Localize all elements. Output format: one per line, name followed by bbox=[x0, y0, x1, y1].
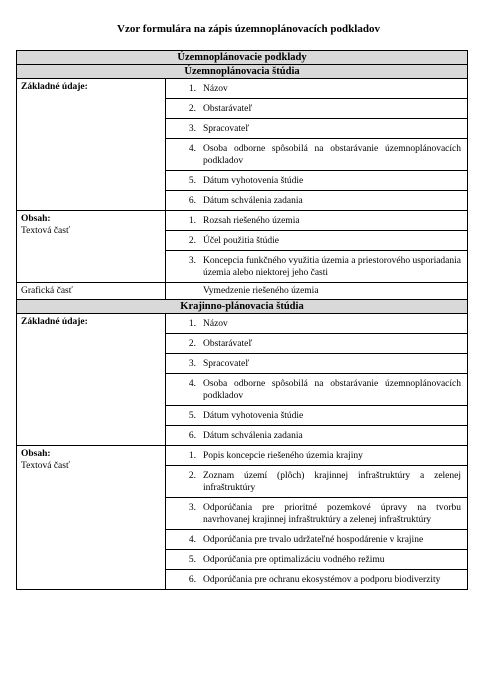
item-number: 3. bbox=[188, 256, 196, 266]
item-text: Koncepcia funkčného využitia územia a priestorového usporiadania územia alebo niektorej jeho časti bbox=[203, 256, 461, 278]
list-item bbox=[166, 211, 468, 231]
item-number: 5. bbox=[188, 176, 196, 186]
item-text: Zoznam území (plôch) krajinnej infraštruktúry a zelenej infraštruktúry bbox=[203, 471, 461, 493]
item-number: 5. bbox=[188, 411, 196, 421]
item-text: Dátum vyhotovenia štúdie bbox=[203, 411, 304, 421]
graphic-part-text: Vymedzenie riešeného územia bbox=[203, 286, 319, 296]
item-number: 2. bbox=[188, 339, 196, 349]
table-row bbox=[17, 211, 468, 231]
list-item bbox=[166, 119, 468, 139]
list-item bbox=[166, 446, 468, 466]
content-label: Obsah: bbox=[21, 449, 51, 459]
item-number: 2. bbox=[188, 236, 196, 246]
section-row bbox=[17, 65, 468, 79]
list-item bbox=[166, 231, 468, 251]
item-number: 4. bbox=[188, 379, 196, 389]
basic-data-cell bbox=[17, 79, 166, 211]
graphic-part-label: Grafická časť bbox=[17, 283, 166, 300]
section-row bbox=[17, 300, 468, 314]
item-text: Dátum schválenia zadania bbox=[203, 196, 303, 206]
form-table bbox=[16, 50, 468, 590]
item-number: 1. bbox=[188, 84, 196, 94]
table-header: Územnoplánovacie podklady bbox=[17, 51, 468, 65]
table-row bbox=[17, 79, 468, 99]
list-item bbox=[166, 406, 468, 426]
content-cell bbox=[17, 211, 166, 283]
item-text: Odporúčania pre optimalizáciu vodného režimu bbox=[203, 555, 385, 565]
item-number: 3. bbox=[188, 503, 196, 513]
list-item bbox=[166, 530, 468, 550]
list-item bbox=[166, 354, 468, 374]
content-label: Obsah: bbox=[21, 214, 51, 224]
list-item bbox=[166, 550, 468, 570]
item-text: Osoba odborne spôsobilá na obstarávanie územnoplánovacích podkladov bbox=[203, 379, 461, 401]
item-number: 1. bbox=[188, 451, 196, 461]
header-row bbox=[17, 51, 468, 65]
item-number: 1. bbox=[188, 319, 196, 329]
basic-data-label: Základné údaje: bbox=[21, 317, 88, 327]
list-item bbox=[166, 426, 468, 446]
list-item bbox=[166, 191, 468, 211]
list-item bbox=[166, 374, 468, 406]
list-item bbox=[166, 171, 468, 191]
item-text: Spracovateľ bbox=[203, 359, 250, 369]
item-number: 3. bbox=[188, 359, 196, 369]
graphic-part-value bbox=[166, 283, 468, 300]
item-text: Dátum schválenia zadania bbox=[203, 431, 303, 441]
item-text: Názov bbox=[203, 84, 228, 94]
text-part-label: Textová časť bbox=[21, 226, 71, 236]
item-text: Rozsah riešeného územia bbox=[203, 216, 300, 226]
item-number: 4. bbox=[188, 535, 196, 545]
list-item bbox=[166, 79, 468, 99]
basic-data-label: Základné údaje: bbox=[21, 82, 88, 92]
text-part-label: Textová časť bbox=[21, 461, 71, 471]
content-cell bbox=[17, 446, 166, 590]
list-item bbox=[166, 251, 468, 283]
item-number: 3. bbox=[188, 124, 196, 134]
page-title: Vzor formulára na zápis územnoplánovacích podkladov bbox=[117, 23, 380, 35]
item-text: Obstarávateľ bbox=[203, 339, 253, 349]
item-text: Odporúčania pre trvalo udržateľné hospodárenie v krajine bbox=[203, 535, 424, 545]
table-row bbox=[17, 283, 468, 300]
list-item bbox=[166, 334, 468, 354]
item-text: Spracovateľ bbox=[203, 124, 250, 134]
basic-data-cell bbox=[17, 314, 166, 446]
list-item bbox=[166, 139, 468, 171]
item-number: 5. bbox=[188, 555, 196, 565]
item-text: Odporúčania pre prioritné pozemkové úpravy na tvorbu navrhovanej krajinnej infraštruktúry a zelenej infraštruktúry bbox=[203, 503, 461, 525]
item-text: Osoba odborne spôsobilá na obstarávanie územnoplánovacích podkladov bbox=[203, 144, 461, 166]
item-text: Účel použitia štúdie bbox=[203, 236, 279, 246]
table-row bbox=[17, 314, 468, 334]
list-item bbox=[166, 314, 468, 334]
list-item bbox=[166, 570, 468, 590]
list-item bbox=[166, 99, 468, 119]
item-number: 6. bbox=[188, 196, 196, 206]
item-number: 4. bbox=[188, 144, 196, 154]
section-title: Územnoplánovacia štúdia bbox=[17, 65, 468, 79]
item-number: 6. bbox=[188, 575, 196, 585]
item-number: 2. bbox=[188, 104, 196, 114]
list-item bbox=[166, 466, 468, 498]
item-text: Obstarávateľ bbox=[203, 104, 253, 114]
item-text: Dátum vyhotovenia štúdie bbox=[203, 176, 304, 186]
item-text: Popis koncepcie riešeného územia krajiny bbox=[203, 451, 363, 461]
item-number: 1. bbox=[188, 216, 196, 226]
item-text: Odporúčania pre ochranu ekosystémov a podporu biodiverzity bbox=[203, 575, 441, 585]
item-number: 2. bbox=[188, 471, 196, 481]
section-title: Krajinno-plánovacia štúdia bbox=[17, 300, 468, 314]
item-text: Názov bbox=[203, 319, 228, 329]
list-item bbox=[166, 498, 468, 530]
item-number: 6. bbox=[188, 431, 196, 441]
table-row bbox=[17, 446, 468, 466]
